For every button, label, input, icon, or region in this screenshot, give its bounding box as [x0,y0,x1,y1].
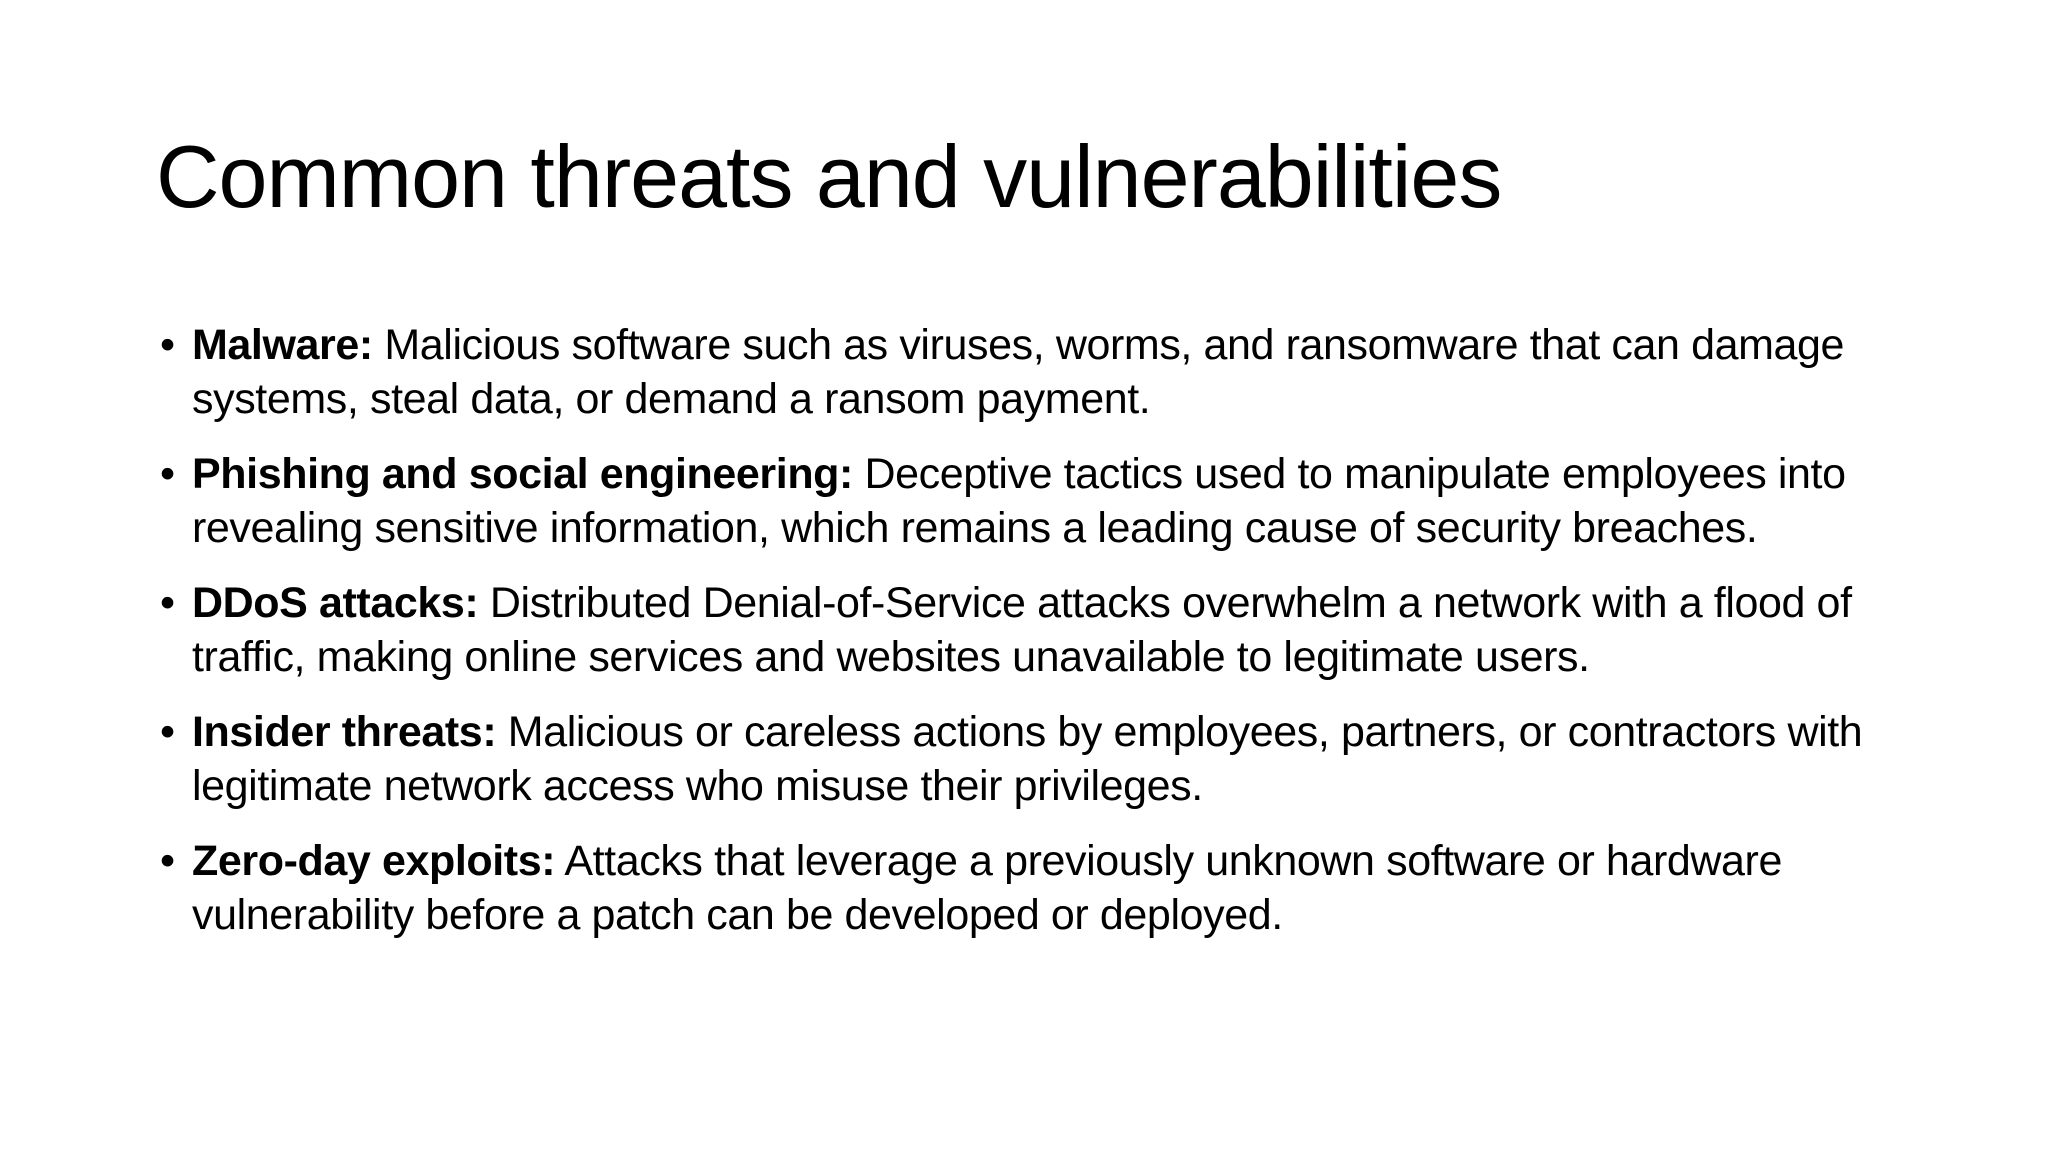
bullet-term: DDoS attacks: [192,579,479,627]
bullet-text: Malicious or careless actions by employees, partners, or contractors with legitimate network access who misuse their privileges. [192,708,1863,810]
bullet-text: Deceptive tactics used to manipulate employees into revealing sensitive information, which remains a leading cause of security breaches. [192,450,1846,552]
bullet-item-insider-threats [156,705,1916,813]
bullet-term: Phishing and social engineering: [192,450,853,498]
bullet-icon: • [160,321,175,369]
bullet-term: Insider threats: [192,708,497,756]
bullet-term: Malware: [192,321,373,369]
slide-title: Common threats and vulnerabilities [156,127,1502,226]
bullet-text: Malicious software such as viruses, worms, and ransomware that can damage systems, steal data, or demand a ransom payment. [192,321,1845,423]
bullet-list [156,318,1916,963]
bullet-term: Zero-day exploits: [192,837,556,885]
bullet-item-ddos [156,576,1916,684]
bullet-icon: • [160,579,175,627]
bullet-icon: • [160,837,175,885]
bullet-text: Distributed Denial-of-Service attacks overwhelm a network with a flood of traffic, making online services and websites unavailable to legitimate users. [192,579,1852,681]
bullet-item-zero-day [156,834,1916,942]
bullet-item-phishing [156,447,1916,555]
bullet-icon: • [160,450,175,498]
bullet-text: Attacks that leverage a previously unknown software or hardware vulnerability before a patch can be developed or deployed. [192,837,1782,939]
bullet-item-malware [156,318,1916,426]
bullet-icon: • [160,708,175,756]
